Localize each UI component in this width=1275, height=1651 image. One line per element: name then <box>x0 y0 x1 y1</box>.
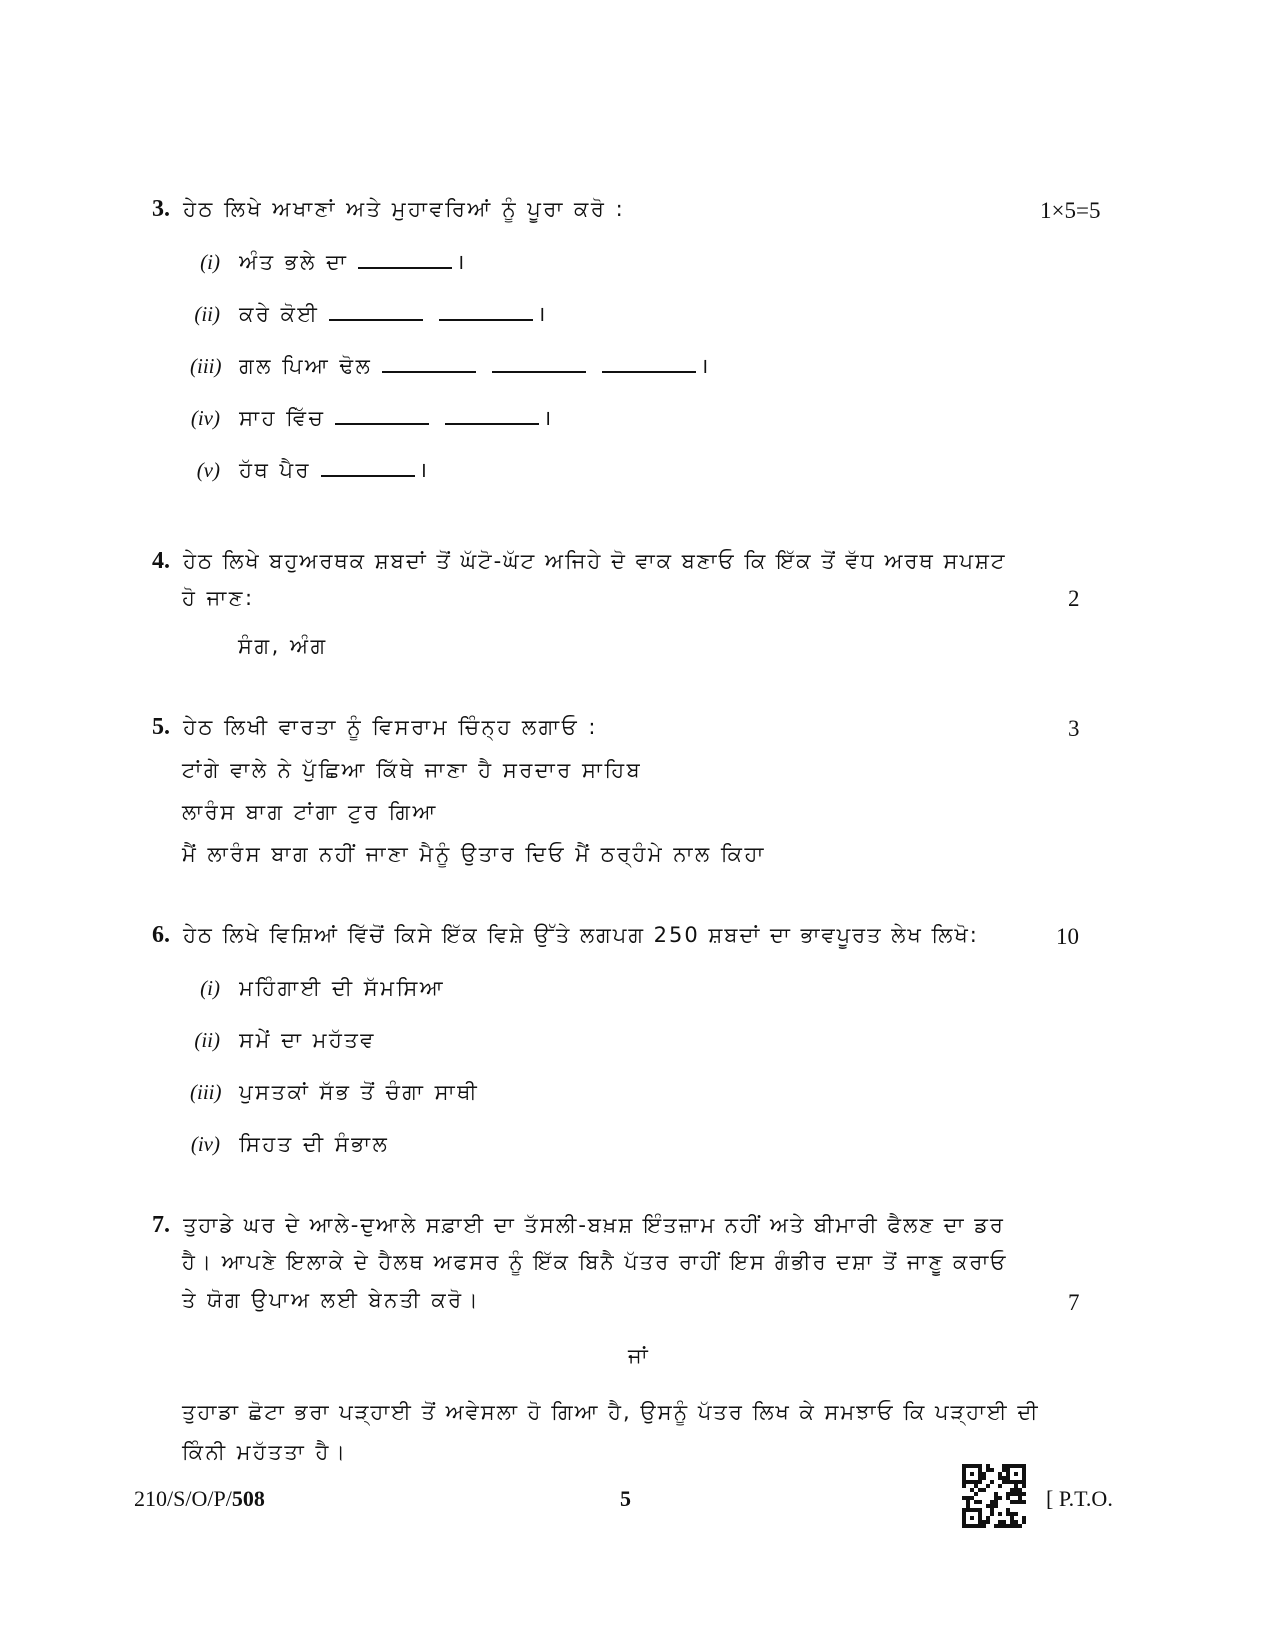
item-roman: (ii) <box>194 302 220 326</box>
question-number: 4. <box>152 548 170 574</box>
item-roman: (i) <box>200 976 220 1000</box>
item-roman: (iv) <box>190 406 220 430</box>
item-roman: (i) <box>200 250 220 274</box>
question-4-marks: 2 <box>1068 586 1080 611</box>
item-roman: (ii) <box>194 1028 220 1052</box>
question-text: ਤੁਹਾਡੇ ਘਰ ਦੇ ਆਲੇ-ਦੁਆਲੇ ਸਫ਼ਾਈ ਦਾ ਤੱਸਲੀ-ਬਖ਼ਸ਼ ਇੰਤਜ਼ਾਮ ਨਹੀਂ ਅਤੇ ਬੀਮਾਰੀ ਫੈਲਣ ਦਾ ਡਰ <box>183 1213 1005 1237</box>
answer-blank <box>321 459 415 477</box>
item-text: ਸਿਹਤ ਦੀ ਸੰਭਾਲ <box>239 1132 390 1156</box>
answer-blank <box>329 303 423 321</box>
list-item <box>190 248 467 276</box>
paper-code-number: 508 <box>231 1486 265 1511</box>
question-5 <box>152 714 598 741</box>
question-number: 5. <box>152 714 170 740</box>
danda: । <box>537 302 548 326</box>
list-item <box>190 1132 389 1157</box>
question-text-line2: ਹੋ ਜਾਣ: <box>182 586 255 610</box>
question-6 <box>152 922 979 949</box>
answer-blank <box>445 407 539 425</box>
item-text: ਮਹਿੰਗਾਈ ਦੀ ਸੱਮਸਿਆ <box>239 976 446 1000</box>
question-7-marks: 7 <box>1068 1290 1080 1315</box>
item-roman: (iv) <box>190 1132 220 1156</box>
list-item <box>190 300 548 328</box>
alternative-text-line1: ਤੁਹਾਡਾ ਛੋਟਾ ਭਰਾ ਪੜ੍ਹਾਈ ਤੋਂ ਅਵੇਸਲਾ ਹੋ ਗਿਆ ਹੈ, ਉਸਨੂੰ ਪੱਤਰ ਲਿਖ ਕੇ ਸਮਝਾਓ ਕਿ ਪੜ੍ਹਾਈ ਦੀ <box>182 1400 1040 1424</box>
question-text: ਹੇਠ ਲਿਖੀ ਵਾਰਤਾ ਨੂੰ ਵਿਸਰਾਮ ਚਿੰਨ੍ਹ ਲਗਾਓ : <box>183 715 598 739</box>
list-item <box>190 1028 376 1053</box>
question-text: ਹੇਠ ਲਿਖੇ ਵਿਸ਼ਿਆਂ ਵਿੱਚੋਂ ਕਿਸੇ ਇੱਕ ਵਿਸ਼ੇ ਉੱਤੇ ਲਗਪਗ 250 ਸ਼ਬਦਾਂ ਦਾ ਭਾਵਪੂਰਤ ਲੇਖ ਲਿਖੋ: <box>183 923 979 947</box>
danda: । <box>543 406 554 430</box>
question-number: 6. <box>152 922 170 948</box>
answer-blank <box>382 355 476 373</box>
list-item <box>190 1080 479 1105</box>
answer-blank <box>358 251 452 269</box>
word-list: ਸੰਗ, ਅੰਗ <box>238 634 328 658</box>
item-roman: (iii) <box>190 1080 222 1104</box>
question-6-marks: 10 <box>1056 924 1079 949</box>
page-number: 5 <box>620 1486 631 1511</box>
paper-code <box>134 1486 265 1512</box>
answer-blank <box>439 303 533 321</box>
question-3 <box>152 196 625 223</box>
passage-line: ਮੈਂ ਲਾਰੰਸ ਬਾਗ ਨਹੀਂ ਜਾਣਾ ਮੈਨੂੰ ਉਤਾਰ ਦਿਓ ਮੈਂ ਠਰ੍ਹੰਮੇ ਨਾਲ ਕਿਹਾ <box>182 842 766 866</box>
passage-line: ਲਾਰੰਸ ਬਾਗ ਟਾਂਗਾ ਟੁਰ ਗਿਆ <box>182 800 438 824</box>
question-3-marks: 1×5=5 <box>1040 198 1101 223</box>
danda: । <box>700 354 711 378</box>
list-item <box>190 976 445 1001</box>
alternative-text-line2: ਕਿੰਨੀ ਮਹੱਤਤਾ ਹੈ। <box>182 1440 348 1464</box>
question-text: ਹੇਠ ਲਿਖੇ ਅਖਾਣਾਂ ਅਤੇ ਮੁਹਾਵਰਿਆਂ ਨੂੰ ਪੂਰਾ ਕਰੋ : <box>183 197 626 221</box>
item-text: ਸਮੇਂ ਦਾ ਮਹੱਤਵ <box>239 1028 376 1052</box>
item-roman: (iii) <box>190 354 222 378</box>
item-text: ਹੱਥ ਪੈਰ <box>239 458 312 482</box>
passage-line: ਟਾਂਗੇ ਵਾਲੇ ਨੇ ਪੁੱਛਿਆ ਕਿੱਥੇ ਜਾਣਾ ਹੈ ਸਰਦਾਰ ਸਾਹਿਬ <box>182 758 643 782</box>
qr-module <box>1022 1524 1026 1528</box>
qr-code-icon <box>962 1464 1026 1528</box>
question-text-line2: ਹੈ। ਆਪਣੇ ਇਲਾਕੇ ਦੇ ਹੈਲਥ ਅਫਸਰ ਨੂੰ ਇੱਕ ਬਿਨੈ ਪੱਤਰ ਰਾਹੀਂ ਇਸ ਗੰਭੀਰ ਦਸ਼ਾ ਤੋਂ ਜਾਣੂ ਕਰਾਓ <box>182 1250 1008 1274</box>
question-text: ਹੇਠ ਲਿਖੇ ਬਹੁਅਰਥਕ ਸ਼ਬਦਾਂ ਤੋਂ ਘੱਟੋ-ਘੱਟ ਅਜਿਹੇ ਦੋ ਵਾਕ ਬਣਾਓ ਕਿ ਇੱਕ ਤੋਂ ਵੱਧ ਅਰਥ ਸਪਸ਼ਟ <box>183 549 1007 573</box>
answer-blank <box>335 407 429 425</box>
list-item <box>190 404 554 432</box>
item-text: ਗਲ ਪਿਆ ਢੋਲ <box>239 354 373 378</box>
danda: । <box>456 250 467 274</box>
item-roman: (v) <box>196 458 220 482</box>
question-7 <box>152 1212 1005 1239</box>
item-text: ਅੰਤ ਭਲੇ ਦਾ <box>239 250 349 274</box>
answer-blank <box>492 355 586 373</box>
paper-code-prefix: 210/S/O/P/ <box>134 1486 232 1511</box>
or-separator: ਜਾਂ <box>628 1344 651 1368</box>
item-text: ਕਰੇ ਕੋਈ <box>239 302 320 326</box>
question-text-line3: ਤੇ ਯੋਗ ਉਪਾਅ ਲਈ ਬੇਨਤੀ ਕਰੋ। <box>182 1288 481 1312</box>
question-number: 3. <box>152 196 170 222</box>
pto-label: [ P.T.O. <box>1046 1486 1113 1511</box>
question-4 <box>152 548 1007 575</box>
danda: । <box>419 458 430 482</box>
item-text: ਪੁਸਤਕਾਂ ਸੱਭ ਤੋਂ ਚੰਗਾ ਸਾਥੀ <box>239 1080 480 1104</box>
answer-blank <box>602 355 696 373</box>
list-item <box>190 456 430 484</box>
item-text: ਸਾਹ ਵਿੱਚ <box>239 406 326 430</box>
question-5-marks: 3 <box>1068 716 1080 741</box>
question-number: 7. <box>152 1212 170 1238</box>
list-item <box>190 352 711 380</box>
